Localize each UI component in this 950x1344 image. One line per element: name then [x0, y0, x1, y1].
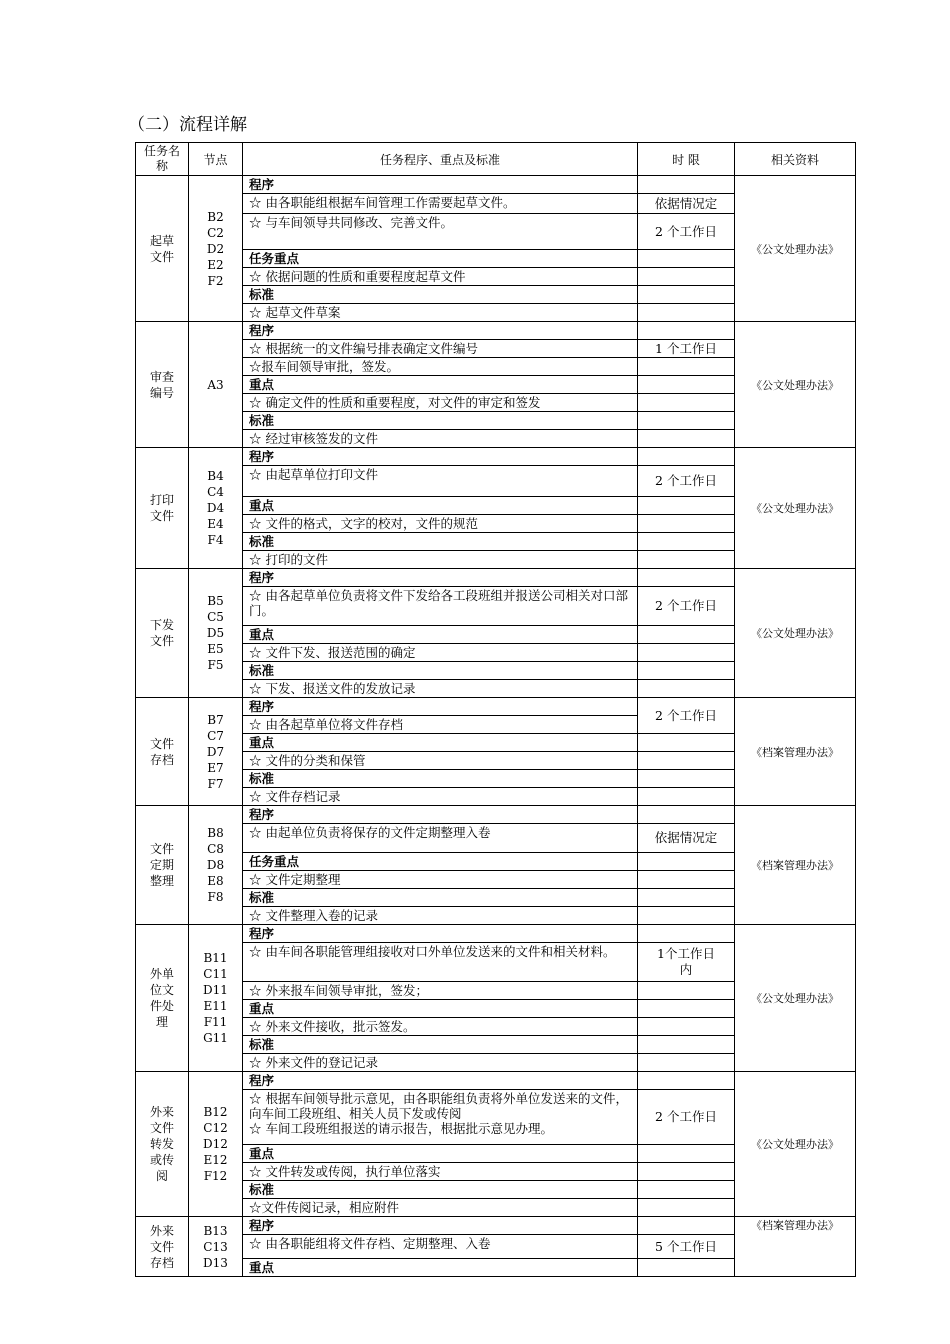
- procedure-text: ☆ 由各职能组将文件存档、定期整理、入卷: [249, 1236, 491, 1251]
- time-limit-cell: [638, 1018, 735, 1036]
- procedure-text: ☆ 车间工段班组报送的请示报告，根据批示意见办理。: [249, 1121, 553, 1136]
- procedure-item: [243, 214, 638, 250]
- time-limit-text: 5 个工作日: [655, 1238, 717, 1254]
- node-code: F11: [203, 1015, 228, 1029]
- time-limit-cell: [638, 1199, 735, 1217]
- section-label: [243, 626, 638, 644]
- section-label-text: 程序: [249, 1218, 275, 1233]
- procedure-item: [243, 466, 638, 497]
- node-code: C8: [207, 842, 224, 856]
- time-limit-cell: [638, 889, 735, 907]
- task-name-line: 外单: [149, 967, 174, 981]
- node-code: F8: [207, 890, 224, 904]
- task-name-line: 文件: [149, 249, 174, 264]
- time-limit-cell: [638, 466, 735, 497]
- time-limit-text: 2 个工作日: [655, 707, 717, 723]
- procedure-item: [243, 907, 638, 925]
- resource-cell: [735, 569, 856, 698]
- table-row: [136, 448, 856, 466]
- procedure-text: ☆ 文件定期整理: [249, 872, 341, 887]
- procedure-item: [243, 194, 638, 214]
- node-code: C12: [203, 1121, 228, 1135]
- task-name-line: 件处: [149, 999, 174, 1013]
- task-name-line: 文件: [149, 509, 174, 523]
- task-name-line: 存档: [149, 1255, 174, 1270]
- resource-cell: [735, 698, 856, 806]
- procedure-text: ☆ 根据车间领导批示意见，由各职能组负责将外单位发送来的文件，向车间工段班组、相关人员下发或传阅: [249, 1091, 628, 1121]
- procedure-item: [243, 1018, 638, 1036]
- time-limit-cell: [638, 1054, 735, 1072]
- section-label: [243, 770, 638, 788]
- task-name-line: 文件: [149, 1239, 174, 1254]
- procedure-item: [243, 982, 638, 1000]
- node-code: D8: [206, 858, 225, 872]
- time-limit-text: 2 个工作日: [655, 598, 717, 613]
- section-label: [243, 1181, 638, 1199]
- section-label-text: 重点: [249, 1146, 275, 1161]
- node-cell: [189, 448, 243, 569]
- node-code: B12: [203, 1105, 228, 1119]
- section-label-text: 任务重点: [249, 251, 300, 266]
- procedure-item: [243, 644, 638, 662]
- time-limit-cell: [638, 806, 735, 824]
- task-name-line: 阅: [155, 1169, 168, 1183]
- table-row: [136, 569, 856, 587]
- task-name-line: 位文: [149, 983, 174, 997]
- section-label-text: 标准: [249, 771, 275, 786]
- node-cell: [189, 1217, 243, 1277]
- node-code: D7: [206, 744, 225, 759]
- procedure-item: [243, 943, 638, 982]
- node-cell: [189, 322, 243, 448]
- time-limit-cell: [638, 551, 735, 569]
- time-limit-cell: [638, 569, 735, 587]
- procedure-text: ☆ 根据统一的文件编号排表确定文件编号: [249, 341, 478, 356]
- procedure-item: [243, 551, 638, 569]
- task-name-line: 存档: [149, 752, 174, 767]
- time-limit-text: 2 个工作日: [655, 473, 717, 488]
- section-label-text: 程序: [249, 1073, 275, 1088]
- node-code: E5: [207, 642, 224, 656]
- section-label-text: 程序: [249, 926, 275, 941]
- time-limit-cell: [638, 250, 735, 268]
- time-limit-cell: [638, 770, 735, 788]
- time-limit-text: 依据情况定: [654, 195, 718, 211]
- time-limit-cell: [638, 497, 735, 515]
- time-limit-cell: [638, 1036, 735, 1054]
- section-label-text: 程序: [249, 449, 275, 464]
- node-code: E8: [207, 874, 224, 888]
- section-label: [243, 376, 638, 394]
- time-limit-cell: [638, 376, 735, 394]
- time-limit-cell: [638, 515, 735, 533]
- task-name-line: 转发: [149, 1137, 174, 1151]
- node-cell: [189, 925, 243, 1072]
- node-code: F5: [207, 658, 224, 672]
- procedure-text: ☆ 外来报车间领导审批，签发；: [249, 983, 428, 998]
- time-limit-cell: [638, 1000, 735, 1018]
- procedure-text: ☆ 文件存档记录: [249, 789, 341, 804]
- section-label: [243, 698, 638, 716]
- section-label-text: 重点: [249, 735, 275, 750]
- task-name-line: 文件: [149, 1121, 174, 1135]
- time-limit-cell: [638, 680, 735, 698]
- header-resource: 相关资料: [735, 143, 856, 176]
- time-limit-cell: [638, 1259, 735, 1277]
- procedure-text: ☆ 由车间各职能管理组接收对口外单位发送来的文件和相关材料。: [249, 944, 616, 959]
- time-limit-cell: [638, 340, 735, 358]
- task-name-cell: [136, 448, 189, 569]
- section-label: [243, 322, 638, 340]
- section-label: [243, 176, 638, 194]
- node-code: E12: [203, 1153, 228, 1167]
- resource-cell: [735, 176, 856, 322]
- time-limit-cell: [638, 214, 735, 250]
- section-label: [243, 889, 638, 907]
- time-limit-cell: [638, 1235, 735, 1259]
- section-label-text: 程序: [249, 177, 275, 192]
- table-header-row: [136, 143, 856, 176]
- procedure-text: ☆ 由起单位负责将保存的文件定期整理入卷: [249, 825, 491, 840]
- task-name-line: 起草: [149, 233, 174, 248]
- process-table: [135, 142, 856, 1277]
- section-label-text: 标准: [249, 890, 275, 905]
- section-label-text: 重点: [249, 1260, 275, 1275]
- time-limit-cell: [638, 698, 735, 734]
- time-limit-cell: [638, 304, 735, 322]
- procedure-text: ☆ 文件的格式，文字的校对，文件的规范: [249, 516, 478, 531]
- section-label: [243, 533, 638, 551]
- time-limit-cell: [638, 448, 735, 466]
- procedure-text: ☆ 经过审核签发的文件: [249, 431, 378, 446]
- node-code: E2: [207, 257, 224, 272]
- node-code: A3: [207, 377, 224, 392]
- procedure-text: ☆ 由起草单位打印文件: [249, 467, 378, 482]
- node-code: D2: [206, 241, 225, 256]
- time-limit-cell: [638, 734, 735, 752]
- section-label-text: 重点: [249, 498, 275, 513]
- task-name-cell: [136, 806, 189, 925]
- time-limit-cell: [638, 853, 735, 871]
- time-limit-cell: [638, 788, 735, 806]
- section-label-text: 程序: [249, 570, 275, 585]
- time-limit-cell: [638, 626, 735, 644]
- time-limit-cell: [638, 907, 735, 925]
- time-limit-cell: [638, 358, 735, 376]
- procedure-text: ☆ 由各职能组根据车间管理工作需要起草文件。: [249, 195, 516, 210]
- time-limit-cell: [638, 925, 735, 943]
- procedure-item: [243, 824, 638, 853]
- section-label: [243, 925, 638, 943]
- procedure-text: ☆ 外来文件接收，批示签发。: [249, 1019, 416, 1034]
- procedure-item: [243, 1054, 638, 1072]
- procedure-text: ☆ 打印的文件: [249, 552, 328, 567]
- node-code: F4: [207, 533, 224, 547]
- procedure-text: ☆ 起草文件草案: [249, 305, 341, 320]
- node-cell: [189, 1072, 243, 1217]
- task-name-cell: [136, 1072, 189, 1217]
- table-row: [136, 698, 856, 716]
- time-limit-text: 内: [679, 962, 693, 977]
- resource-text: 《公文处理办法》: [751, 1138, 839, 1151]
- procedure-text: ☆ 外来文件的登记记录: [249, 1055, 378, 1070]
- section-label-text: 标准: [249, 534, 275, 549]
- node-code: B8: [207, 826, 224, 840]
- resource-cell: [735, 322, 856, 448]
- resource-text: 《档案管理办法》: [751, 745, 839, 759]
- resource-cell: [735, 1072, 856, 1217]
- task-name-cell: [136, 569, 189, 698]
- procedure-item: [243, 304, 638, 322]
- table-row: [136, 322, 856, 340]
- table-row: [136, 925, 856, 943]
- section-label: [243, 806, 638, 824]
- procedure-item: [243, 430, 638, 448]
- procedure-text: ☆ 由各起草单位将文件存档: [249, 717, 403, 732]
- time-limit-cell: [638, 824, 735, 853]
- resource-text: 《档案管理办法》: [751, 1219, 839, 1232]
- node-code: D13: [203, 1255, 228, 1270]
- section-label: [243, 1000, 638, 1018]
- node-code: E7: [207, 760, 224, 775]
- procedure-item: [243, 1163, 638, 1181]
- procedure-item: [243, 394, 638, 412]
- procedure-text: ☆ 文件转发或传阅，执行单位落实: [249, 1164, 441, 1179]
- resource-text: 《公文处理办法》: [751, 502, 839, 515]
- section-label-text: 程序: [249, 699, 275, 714]
- node-code: D5: [206, 626, 225, 640]
- procedure-text: ☆ 文件的分类和保管: [249, 753, 366, 768]
- section-label: [243, 412, 638, 430]
- node-code: B4: [207, 469, 224, 483]
- procedure-text: ☆ 文件下发、报送范围的确定: [249, 645, 416, 660]
- procedure-item: [243, 515, 638, 533]
- procedure-text: ☆报车间领导审批，签发。: [249, 359, 400, 374]
- task-name-line: 编号: [149, 385, 174, 400]
- time-limit-cell: [638, 587, 735, 626]
- procedure-item: [243, 752, 638, 770]
- node-code: C5: [207, 610, 224, 624]
- task-name-line: 定期: [149, 858, 174, 872]
- resource-cell: [735, 925, 856, 1072]
- node-cell: [189, 806, 243, 925]
- time-limit-cell: [638, 1181, 735, 1199]
- table-row: [136, 1217, 856, 1235]
- time-limit-cell: [638, 322, 735, 340]
- section-label: [243, 497, 638, 515]
- time-limit-cell: [638, 394, 735, 412]
- section-label-text: 标准: [249, 1182, 275, 1197]
- procedure-item: [243, 871, 638, 889]
- time-limit-cell: [638, 194, 735, 214]
- node-code: C7: [207, 728, 224, 743]
- header-node: 节点: [189, 143, 243, 176]
- resource-cell: [735, 1217, 856, 1277]
- section-label: [243, 286, 638, 304]
- section-label: [243, 853, 638, 871]
- header-task: 任务名称: [136, 143, 189, 176]
- section-label: [243, 1259, 638, 1277]
- node-code: F7: [207, 776, 224, 791]
- time-limit-text: 依据情况定: [654, 830, 718, 845]
- section-label: [243, 448, 638, 466]
- procedure-item: [243, 1090, 638, 1145]
- section-label: [243, 250, 638, 268]
- section-label: [243, 662, 638, 680]
- procedure-item: [243, 358, 638, 376]
- time-limit-cell: [638, 943, 735, 982]
- section-label-text: 重点: [249, 377, 275, 392]
- section-label: [243, 734, 638, 752]
- task-name-line: 打印: [149, 493, 174, 507]
- task-name-line: 文件: [149, 842, 174, 856]
- procedure-text: ☆ 确定文件的性质和重要程度，对文件的审定和签发: [249, 395, 541, 410]
- section-label-text: 重点: [249, 1001, 275, 1016]
- task-name-cell: [136, 698, 189, 806]
- node-code: C11: [203, 967, 228, 981]
- procedure-item: [243, 788, 638, 806]
- task-name-line: 审查: [149, 369, 174, 384]
- task-name-line: 文件: [149, 736, 174, 751]
- resource-cell: [735, 448, 856, 569]
- task-name-line: 理: [155, 1015, 168, 1029]
- time-limit-cell: [638, 662, 735, 680]
- procedure-item: [243, 268, 638, 286]
- node-code: D12: [203, 1137, 228, 1151]
- node-code: D11: [203, 983, 228, 997]
- time-limit-cell: [638, 1163, 735, 1181]
- time-limit-cell: [638, 982, 735, 1000]
- node-cell: [189, 698, 243, 806]
- procedure-text: ☆ 依据问题的性质和重要程度起草文件: [249, 269, 466, 284]
- procedure-item: [243, 1199, 638, 1217]
- header-procedure: 任务程序、重点及标准: [243, 143, 638, 176]
- task-name-line: 文件: [149, 634, 174, 648]
- section-label-text: 标准: [249, 1037, 275, 1052]
- section-label: [243, 1036, 638, 1054]
- task-name-line: 或传: [149, 1153, 174, 1167]
- node-code: B2: [207, 209, 224, 224]
- time-limit-text: 2 个工作日: [655, 223, 717, 239]
- time-limit-cell: [638, 1072, 735, 1090]
- procedure-item: [243, 716, 638, 734]
- table-row: [136, 1072, 856, 1090]
- resource-text: 《公文处理办法》: [751, 242, 839, 256]
- time-limit-cell: [638, 1145, 735, 1163]
- node-code: B5: [207, 594, 224, 608]
- section-heading: （二）流程详解: [128, 115, 247, 135]
- procedure-item: [243, 587, 638, 626]
- section-label: [243, 1072, 638, 1090]
- resource-text: 《档案管理办法》: [751, 859, 839, 872]
- procedure-item: [243, 680, 638, 698]
- section-label-text: 标准: [249, 413, 275, 428]
- time-limit-text: 2 个工作日: [655, 1109, 717, 1124]
- time-limit-cell: [638, 430, 735, 448]
- section-label-text: 任务重点: [249, 854, 300, 869]
- node-cell: [189, 569, 243, 698]
- time-limit-cell: [638, 533, 735, 551]
- node-code: F12: [203, 1169, 228, 1183]
- procedure-item: [243, 1235, 638, 1259]
- section-label-text: 程序: [249, 323, 275, 338]
- procedure-text: ☆ 与车间领导共同修改、完善文件。: [249, 215, 453, 230]
- task-name-line: 下发: [149, 618, 174, 632]
- task-name-cell: [136, 1217, 189, 1277]
- time-limit-cell: [638, 752, 735, 770]
- time-limit-text: 1个工作日: [657, 946, 715, 961]
- section-label: [243, 1145, 638, 1163]
- task-name-cell: [136, 322, 189, 448]
- resource-cell: [735, 806, 856, 925]
- section-label-text: 程序: [249, 807, 275, 822]
- time-limit-cell: [638, 412, 735, 430]
- procedure-text: ☆ 文件整理入卷的记录: [249, 908, 378, 923]
- node-cell: [189, 176, 243, 322]
- node-code: C13: [203, 1239, 228, 1254]
- node-code: B7: [207, 712, 224, 727]
- time-limit-cell: [638, 268, 735, 286]
- node-code: B11: [203, 951, 228, 965]
- task-name-cell: [136, 925, 189, 1072]
- section-label: [243, 569, 638, 587]
- section-label-text: 标准: [249, 287, 275, 302]
- node-code: G11: [203, 1031, 228, 1045]
- table-row: [136, 806, 856, 824]
- resource-text: 《公文处理办法》: [751, 992, 839, 1005]
- time-limit-text: 1 个工作日: [655, 340, 717, 356]
- task-name-line: 外来: [149, 1223, 174, 1238]
- procedure-text: ☆文件传阅记录，相应附件: [249, 1200, 400, 1215]
- time-limit-cell: [638, 286, 735, 304]
- table-body: [136, 176, 856, 1277]
- resource-text: 《公文处理办法》: [751, 378, 839, 392]
- time-limit-cell: [638, 644, 735, 662]
- node-code: D4: [206, 501, 225, 515]
- time-limit-cell: [638, 1217, 735, 1235]
- node-code: B13: [203, 1223, 228, 1238]
- header-time: 时 限: [638, 143, 735, 176]
- time-limit-cell: [638, 1090, 735, 1145]
- node-code: E4: [207, 517, 224, 531]
- section-label-text: 重点: [249, 627, 275, 642]
- node-code: F2: [207, 273, 224, 288]
- time-limit-cell: [638, 871, 735, 889]
- procedure-text: ☆ 下发、报送文件的发放记录: [249, 681, 416, 696]
- procedure-text: ☆ 由各起草单位负责将文件下发给各工段班组并报送公司相关对口部门。: [249, 588, 628, 618]
- time-limit-cell: [638, 176, 735, 194]
- node-code: C4: [207, 485, 224, 499]
- section-label-text: 标准: [249, 663, 275, 678]
- node-code: C2: [207, 225, 224, 240]
- procedure-item: [243, 340, 638, 358]
- task-name-cell: [136, 176, 189, 322]
- table-row: [136, 176, 856, 194]
- section-label: [243, 1217, 638, 1235]
- resource-text: 《公文处理办法》: [751, 627, 839, 640]
- task-name-line: 整理: [149, 874, 174, 888]
- task-name-line: 外来: [149, 1105, 174, 1119]
- node-code: E11: [203, 999, 228, 1013]
